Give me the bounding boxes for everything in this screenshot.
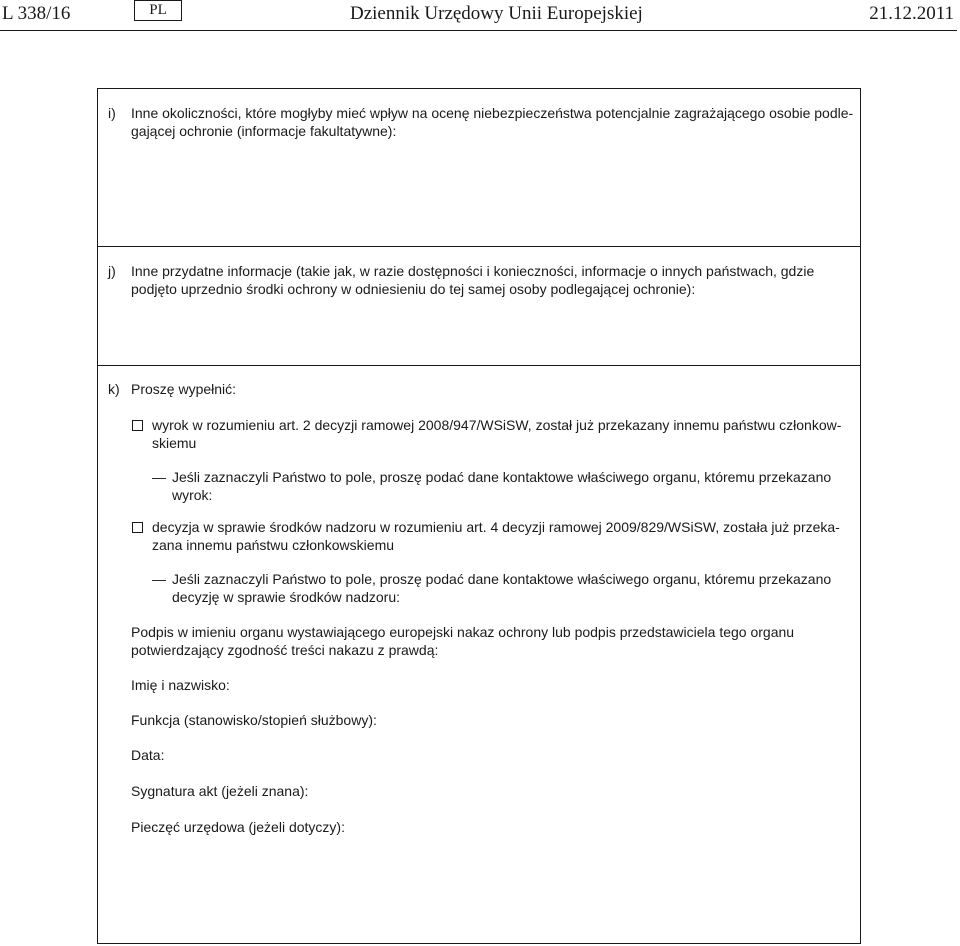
header-rule — [0, 30, 957, 31]
section-k-marker: k) — [108, 381, 120, 397]
field-stamp-label: Pieczęć urzędowa (jeżeli dotyczy): — [131, 819, 345, 835]
section-j-text-line2: podjęto uprzednio środki ochrony w odniesieniu do tej samej osoby podlegającej ochronie): — [131, 281, 696, 297]
section-j-marker: j) — [108, 263, 116, 279]
section-j-text-line1: Inne przydatne informacje (takie jak, w razie dostępności i konieczności, informacje o innych państwach, gdzie — [131, 263, 815, 279]
page-header — [0, 0, 960, 32]
section-i-text-line1: Inne okoliczności, które mogłyby mieć wpływ na ocenę niebezpieczeństwa potencjalnie zagrażającego osobie podle- — [131, 105, 854, 121]
signature-text-line2: potwierdzający zgodność treści nakazu z prawdą: — [131, 642, 439, 658]
publication-date: 21.12.2011 — [869, 3, 954, 24]
option1-dash-text-line1: Jeśli zaznaczyli Państwo to pole, proszę podać dane kontaktowe właściwego organu, któremu przekazano — [172, 469, 832, 485]
journal-title: Dziennik Urzędowy Unii Europejskiej — [350, 3, 643, 24]
section-i-marker: i) — [108, 105, 116, 121]
option2-dash: — — [152, 571, 166, 587]
section-divider-ij — [97, 246, 861, 247]
section-divider-jk — [97, 365, 861, 366]
section-k-title: Proszę wypełnić: — [131, 381, 237, 397]
option2-dash-text-line2: decyzję w sprawie środków nadzoru: — [172, 589, 400, 605]
page-reference: L 338/16 — [2, 3, 71, 24]
form-box — [97, 88, 861, 944]
checkbox-judgment-transferred[interactable] — [132, 420, 143, 431]
option2-text-line2: zana innemu państwu członkowskiemu — [152, 537, 395, 553]
option2-dash-text-line1: Jeśli zaznaczyli Państwo to pole, proszę podać dane kontaktowe właściwego organu, któremu przekazano — [172, 571, 832, 587]
field-case-ref-label: Sygnatura akt (jeżeli znana): — [131, 783, 309, 799]
option1-dash-text-line2: wyrok: — [172, 487, 213, 503]
option1-dash: — — [152, 469, 166, 485]
option2-text-line1: decyzja w sprawie środków nadzoru w rozumieniu art. 4 decyzji ramowej 2009/829/WSiSW, została już przeka- — [152, 519, 840, 535]
option1-text-line1: wyrok w rozumieniu art. 2 decyzji ramowej 2008/947/WSiSW, został już przekazany innemu państwu członkow- — [152, 417, 842, 433]
field-date-label: Data: — [131, 747, 165, 763]
language-code-box: PL — [134, 0, 182, 21]
checkbox-supervision-decision-transferred[interactable] — [132, 522, 143, 533]
field-name-label: Imię i nazwisko: — [131, 677, 230, 693]
field-function-label: Funkcja (stanowisko/stopień służbowy): — [131, 712, 377, 728]
option1-text-line2: skiemu — [152, 435, 197, 451]
signature-text-line1: Podpis w imieniu organu wystawiającego europejski nakaz ochrony lub podpis przedstawiciela tego organu — [131, 624, 795, 640]
section-i-text-line2: gającej ochronie (informacje fakultatywne): — [131, 123, 397, 139]
